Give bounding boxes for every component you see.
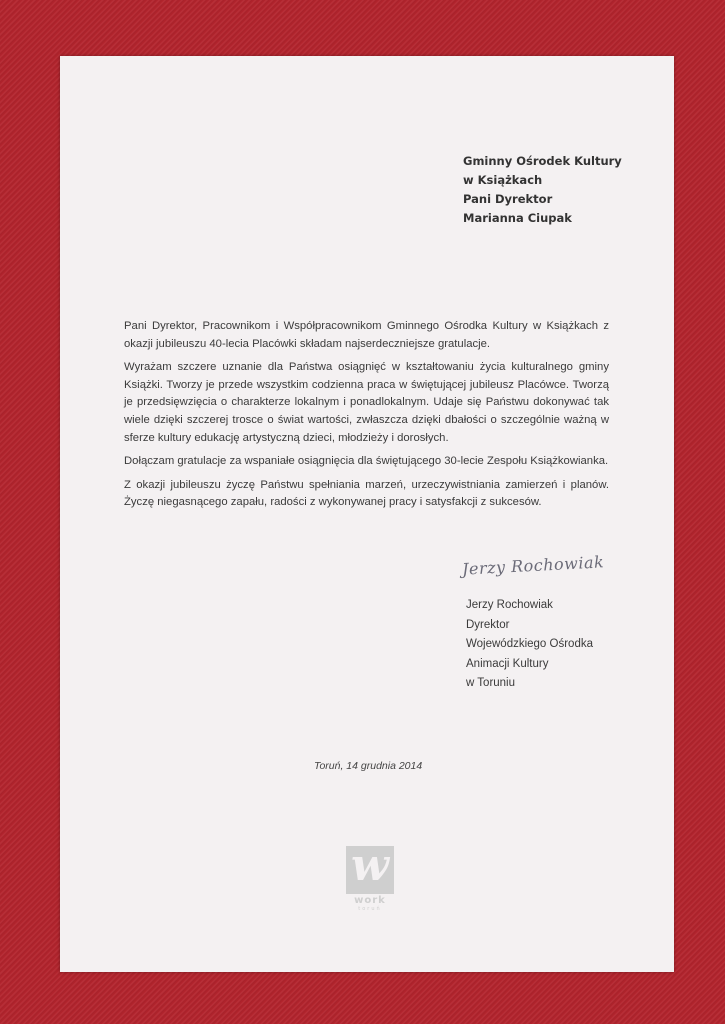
sender-line: Animacji Kultury [466,657,549,670]
letter-body [124,318,609,518]
handwritten-signature: Jerzy Rochowiak [461,552,605,579]
recipient-address [463,152,622,228]
sender-block [466,596,593,694]
sender-line: w Toruniu [466,677,516,689]
body-paragraph: Wyrażam szczere uznanie dla Państwa osiągnięć w kształtowaniu życia kulturalnego gminy Książki. Tworzy je przede wszystkim codzienna praca w świętującej jubileusz Placówce. Tworzą je przedsięwzięcia o charakterze lokalnym i ponadlokalnym. Udaje się Państwu dokonywać tak wiele dzięki szczerej trosce o świat wartości, zwłaszcza dzięki dbałości o szczególnie ważną w sferze kultury edukację artystyczną dzieci, młodzieży i dorosłych. [124,361,609,444]
recipient-line: w Książkach [463,173,543,187]
sender-line: Dyrektor [466,618,510,631]
logo-letter: w [351,846,389,891]
logo-mark [346,846,394,894]
body-paragraph: Dołączam gratulacje za wspaniałe osiągnięcia dla świętującego 30-lecie Zespołu Książkowianka. [124,455,609,468]
body-paragraph: Z okazji jubileuszu życzę Państwu spełniania marzeń, urzeczywistniania zamierzeń i planów. Życzę niegasnącego zapału, radości z wykonywanej pracy i satysfakcji z sukcesów. [124,478,609,509]
recipient-line: Marianna Ciupak [463,211,572,225]
logo-text: work [354,895,386,906]
recipient-line: Gminny Ośrodek Kultury [463,154,622,168]
body-paragraph: Pani Dyrektor, Pracownikom i Współpracownikom Gminnego Ośrodka Kultury w Książkach z okazji jubileuszu 40-lecia Placówki składam najserdeczniejsze gratulacje. [124,320,609,350]
recipient-line: Pani Dyrektor [463,192,553,206]
letter-paper [60,56,674,972]
sender-line: Wojewódzkiego Ośrodka [466,638,593,650]
logo-subtext: toruń [358,906,382,912]
place-date: Toruń, 14 grudnia 2014 [314,760,423,772]
publisher-logo [346,846,396,912]
sender-line: Jerzy Rochowiak [466,599,553,611]
